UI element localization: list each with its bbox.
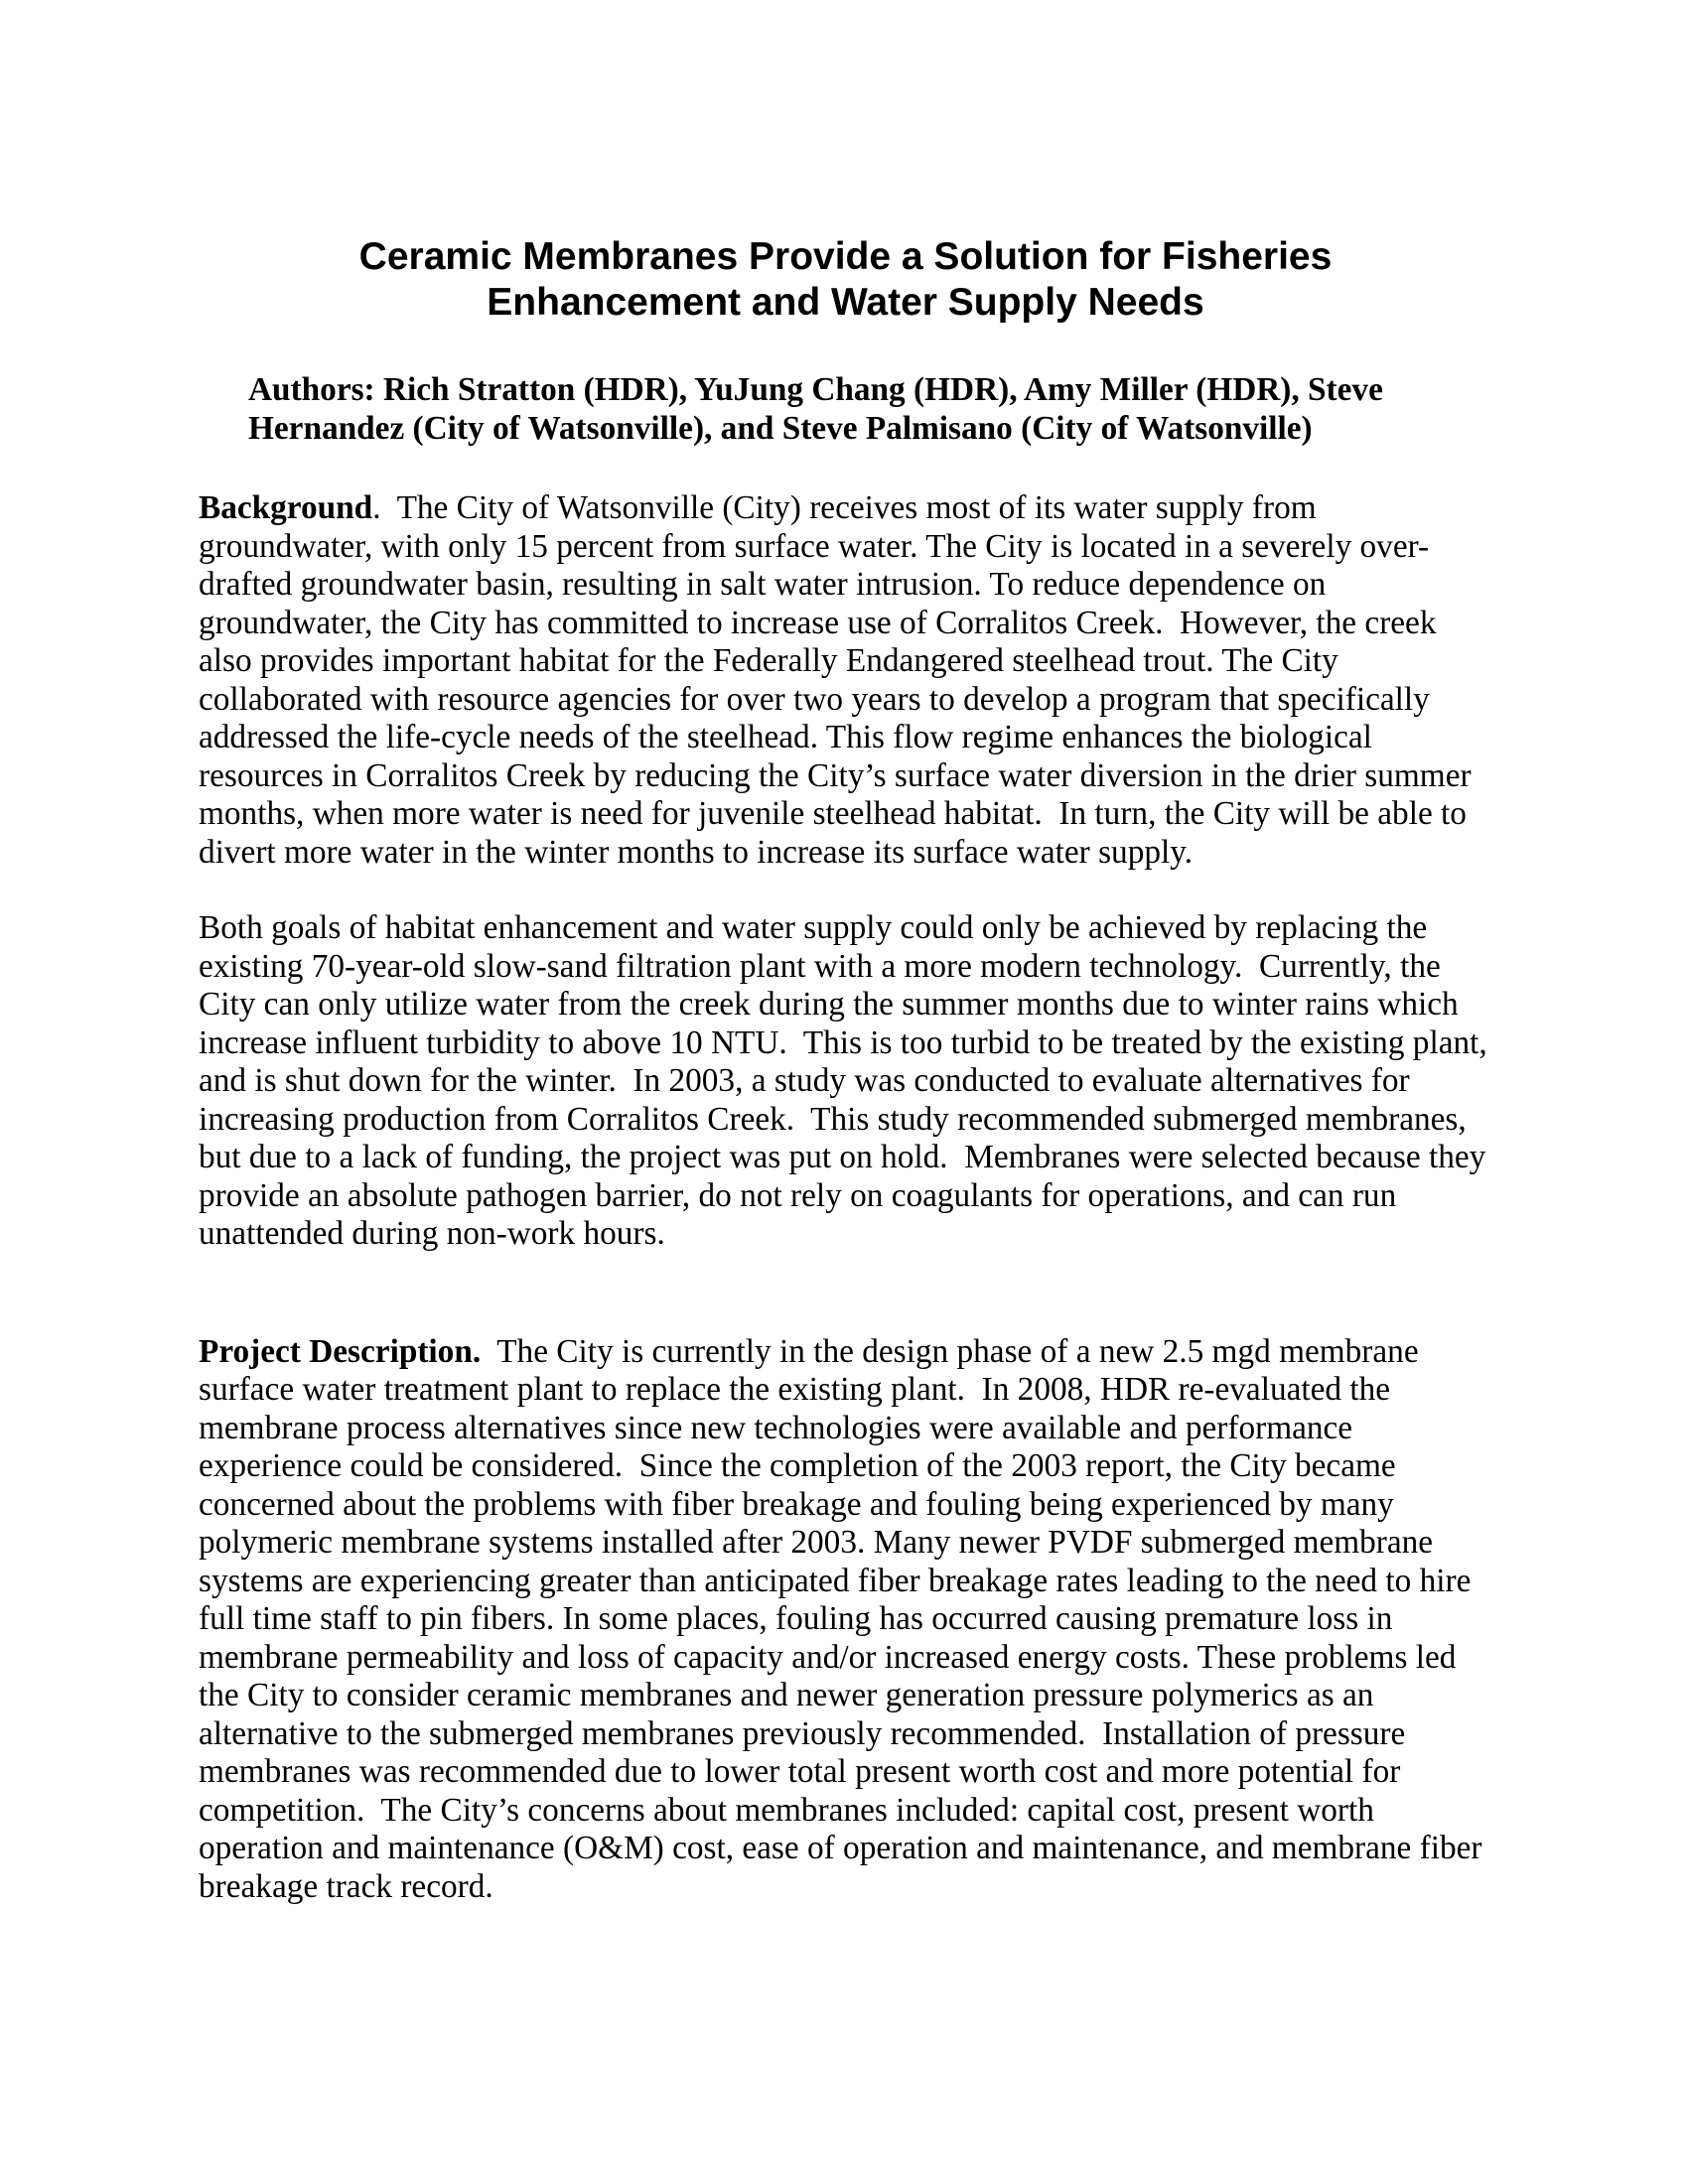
- paragraph-project-description-text: The City is currently in the design phase of a new 2.5 mgd membrane surface water treatment plant to replace the existing plant. In 2008, HDR re-evaluated the membrane process alternatives since new technologies were available and performance experience could be considered. Since the completion of the 2003 report, the City became concerned about the problems with fiber breakage and fouling being experienced by many polymeric membrane systems installed after 2003. Many newer PVDF submerged membrane systems are experiencing greater than anticipated fiber breakage rates leading to the need to hire full time staff to pin fibers. In some places, fouling has occurred causing premature loss in membrane permeability and loss of capacity and/or increased energy costs. These problems led the City to consider ceramic membranes and newer generation pressure polymerics as an alternative to the submerged membranes previously recommended. Installation of pressure membranes was recommended due to lower total present worth cost and more potential for competition. The City’s concerns about membranes included: capital cost, present worth operation and maintenance (O&M) cost, ease of operation and maintenance, and membrane fiber breakage track record.: [199, 1332, 1490, 1905]
- paragraph-goals-text: Both goals of habitat enhancement and water supply could only be achieved by replacing the existing 70-year-old slow-sand filtration plant with a more modern technology. Currently, the City can only utilize water from the creek during the summer months due to winter rains which increase influent turbidity to above 10 NTU. This is too turbid to be treated by the existing plant, and is shut down for the winter. In 2003, a study was conducted to evaluate alternatives for increasing production from Corralitos Creek. This study recommended submerged membranes, but due to a lack of funding, the project was put on hold. Membranes were selected because they provide an absolute pathogen barrier, do not rely on coagulants for operations, and can run unattended during non-work hours.: [199, 909, 1496, 1252]
- document-title: [199, 234, 1492, 326]
- paragraph-project-description: [199, 1333, 1492, 1907]
- authors-line-2: Hernandez (City of Watsonville), and Steve Palmisano (City of Watsonville): [248, 409, 1313, 447]
- paragraph-goals: [199, 909, 1496, 1254]
- authors-line-1: Authors: Rich Stratton (HDR), YuJung Chang (HDR), Amy Miller (HDR), Steve: [248, 371, 1383, 408]
- paragraph-project-description-lead: Project Description.: [199, 1332, 482, 1370]
- authors-block: [248, 371, 1492, 448]
- paragraph-background-lead: Background: [199, 489, 373, 526]
- title-line-2: Enhancement and Water Supply Needs: [487, 281, 1204, 324]
- title-line-1: Ceramic Membranes Provide a Solution for Fisheries: [358, 235, 1333, 278]
- paragraph-background: [199, 489, 1492, 872]
- paragraph-background-text: The City of Watsonville (City) receives most of its water supply from groundwater, with only 15 percent from surface water. The City is located in a severely over-drafted groundwater basin, resulting in salt water intrusion. To reduce dependence on groundwater, the City has committed to increase use of Corralitos Creek. However, the creek also provides important habitat for the Federally Endangered steelhead trout. The City collaborated with resource agencies for over two years to develop a program that specifically addressed the life-cycle needs of the steelhead. This flow regime enhances the biological resources in Corralitos Creek by reducing the City’s surface water diversion in the drier summer months, when more water is need for juvenile steelhead habitat. In turn, the City will be able to divert more water in the winter months to increase its surface water supply.: [199, 489, 1479, 871]
- paragraph-background-separator: .: [372, 489, 397, 526]
- paragraph-project-description-separator: [481, 1333, 496, 1370]
